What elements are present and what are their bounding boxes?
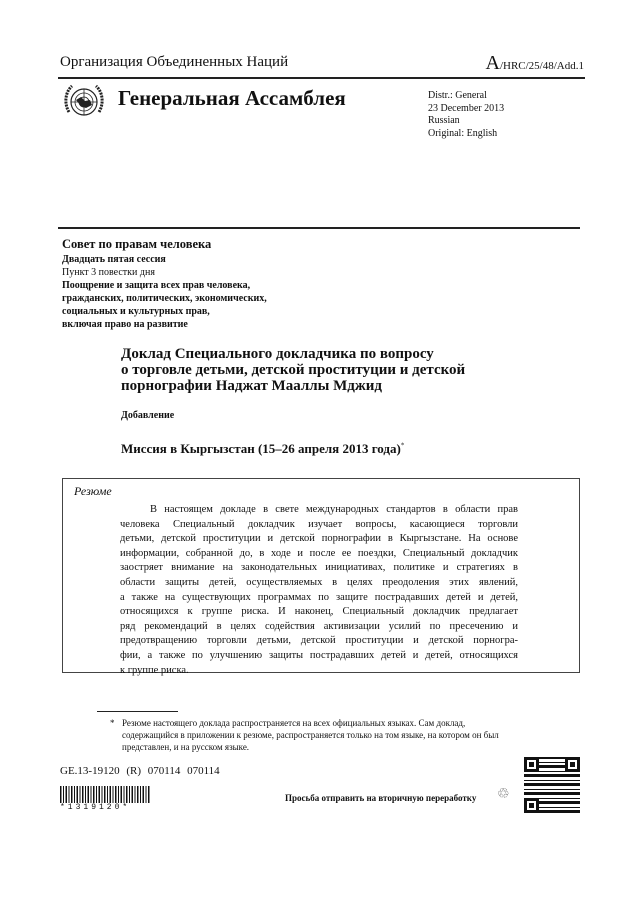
distr-line: Original: English [428, 127, 498, 139]
header-rule [58, 77, 585, 79]
barcode-number: *1319120* [60, 803, 131, 812]
symbol-letter: A [485, 52, 500, 74]
footnote-star: * [110, 718, 115, 728]
body-title: Генеральная Ассамблея [118, 86, 346, 110]
summary-line: а также на существующих программах по защите пострадавших детей и детей, [120, 591, 518, 603]
footnote-rule [97, 711, 178, 712]
qr-code-icon [524, 757, 580, 813]
document-symbol [486, 52, 585, 75]
summary-line: к группе риска. [120, 664, 189, 676]
title-line: о торговле детьми, детской проституции и детской [121, 362, 466, 378]
summary-line: заостряет внимание на законодательных инициативах, политике и стратегиях в [120, 562, 518, 574]
footnote-text: Резюме настоящего доклада распространяется на всех официальных языках. Сам доклад, содержащийся в приложении к резюме, распространяется только на том языке, на котором он был представлен, и на русском языке. [122, 718, 499, 752]
session-line: Двадцать пятая сессия [62, 254, 166, 265]
agenda-title-line: включая право на развитие [62, 319, 188, 330]
agenda-item: Пункт 3 повестки дня [62, 267, 155, 278]
summary-heading: Резюме [74, 484, 112, 498]
recycle-text: Просьба отправить на вторичную переработку [285, 793, 477, 803]
summary-line: ряд рекомендаций в целях содействия активизации усилий по пресечению и [120, 620, 518, 632]
distr-line: 23 December 2013 [428, 102, 505, 114]
un-emblem-icon [62, 82, 106, 124]
summary-line: предотвращению торговли детьми, детской проституции и детской порногра- [120, 635, 518, 647]
distr-line: Russian [428, 115, 460, 126]
distr-line: Distr.: General [428, 90, 487, 101]
addendum-label: Добавление [121, 410, 175, 421]
mission-title [121, 441, 404, 457]
summary-line: области защиты детей, осуществляемых в целях преодоления этих явлений, [120, 576, 518, 588]
summary-line: В настоящем докладе в свете международных стандартов в области прав [150, 504, 518, 515]
recycle-icon: ♲ [497, 787, 510, 802]
organization-name: Организация Объединенных Наций [60, 54, 289, 70]
mission-text: Миссия в Кыргызстан (15–26 апреля 2013 года) [121, 441, 401, 456]
summary-line: фии, а также по улучшению защиты пострадавших детей и детей, относящихся [120, 649, 518, 661]
session-info [62, 253, 267, 331]
document-number: GE.13-19120 (R) 070114 070114 [60, 765, 220, 777]
agenda-title-line: гражданских, политических, экономических, [62, 293, 267, 304]
symbol-rest: /HRC/25/48/Add.1 [499, 60, 584, 72]
summary-line: детьми, детской проституции и детской порнографии в Кыргызстане. На основе [120, 533, 518, 545]
agenda-title-line: Поощрение и защита всех прав человека, [62, 280, 251, 291]
report-title [121, 346, 465, 394]
footnote [110, 717, 520, 753]
summary-line: человека Специальный докладчик изучает вопросы, касающиеся торговли [120, 518, 518, 530]
title-line: порнографии Наджат Мааллы Мджид [121, 378, 382, 394]
summary-line: относящихся к группе риска. И наконец, Специальный докладчик предлагает [120, 606, 518, 618]
agenda-title-line: социальных и культурных прав, [62, 306, 210, 317]
footnote-mark: * [400, 441, 405, 450]
barcode-icon [60, 786, 150, 803]
summary-line: информации, собранной до, в ходе и после ее поездки, Специальный докладчик [120, 547, 518, 559]
distribution-block [428, 90, 504, 140]
section-rule [58, 227, 580, 229]
council-name: Совет по правам человека [62, 237, 212, 251]
title-line: Доклад Специального докладчика по вопросу [121, 346, 434, 362]
summary-text [120, 503, 518, 678]
